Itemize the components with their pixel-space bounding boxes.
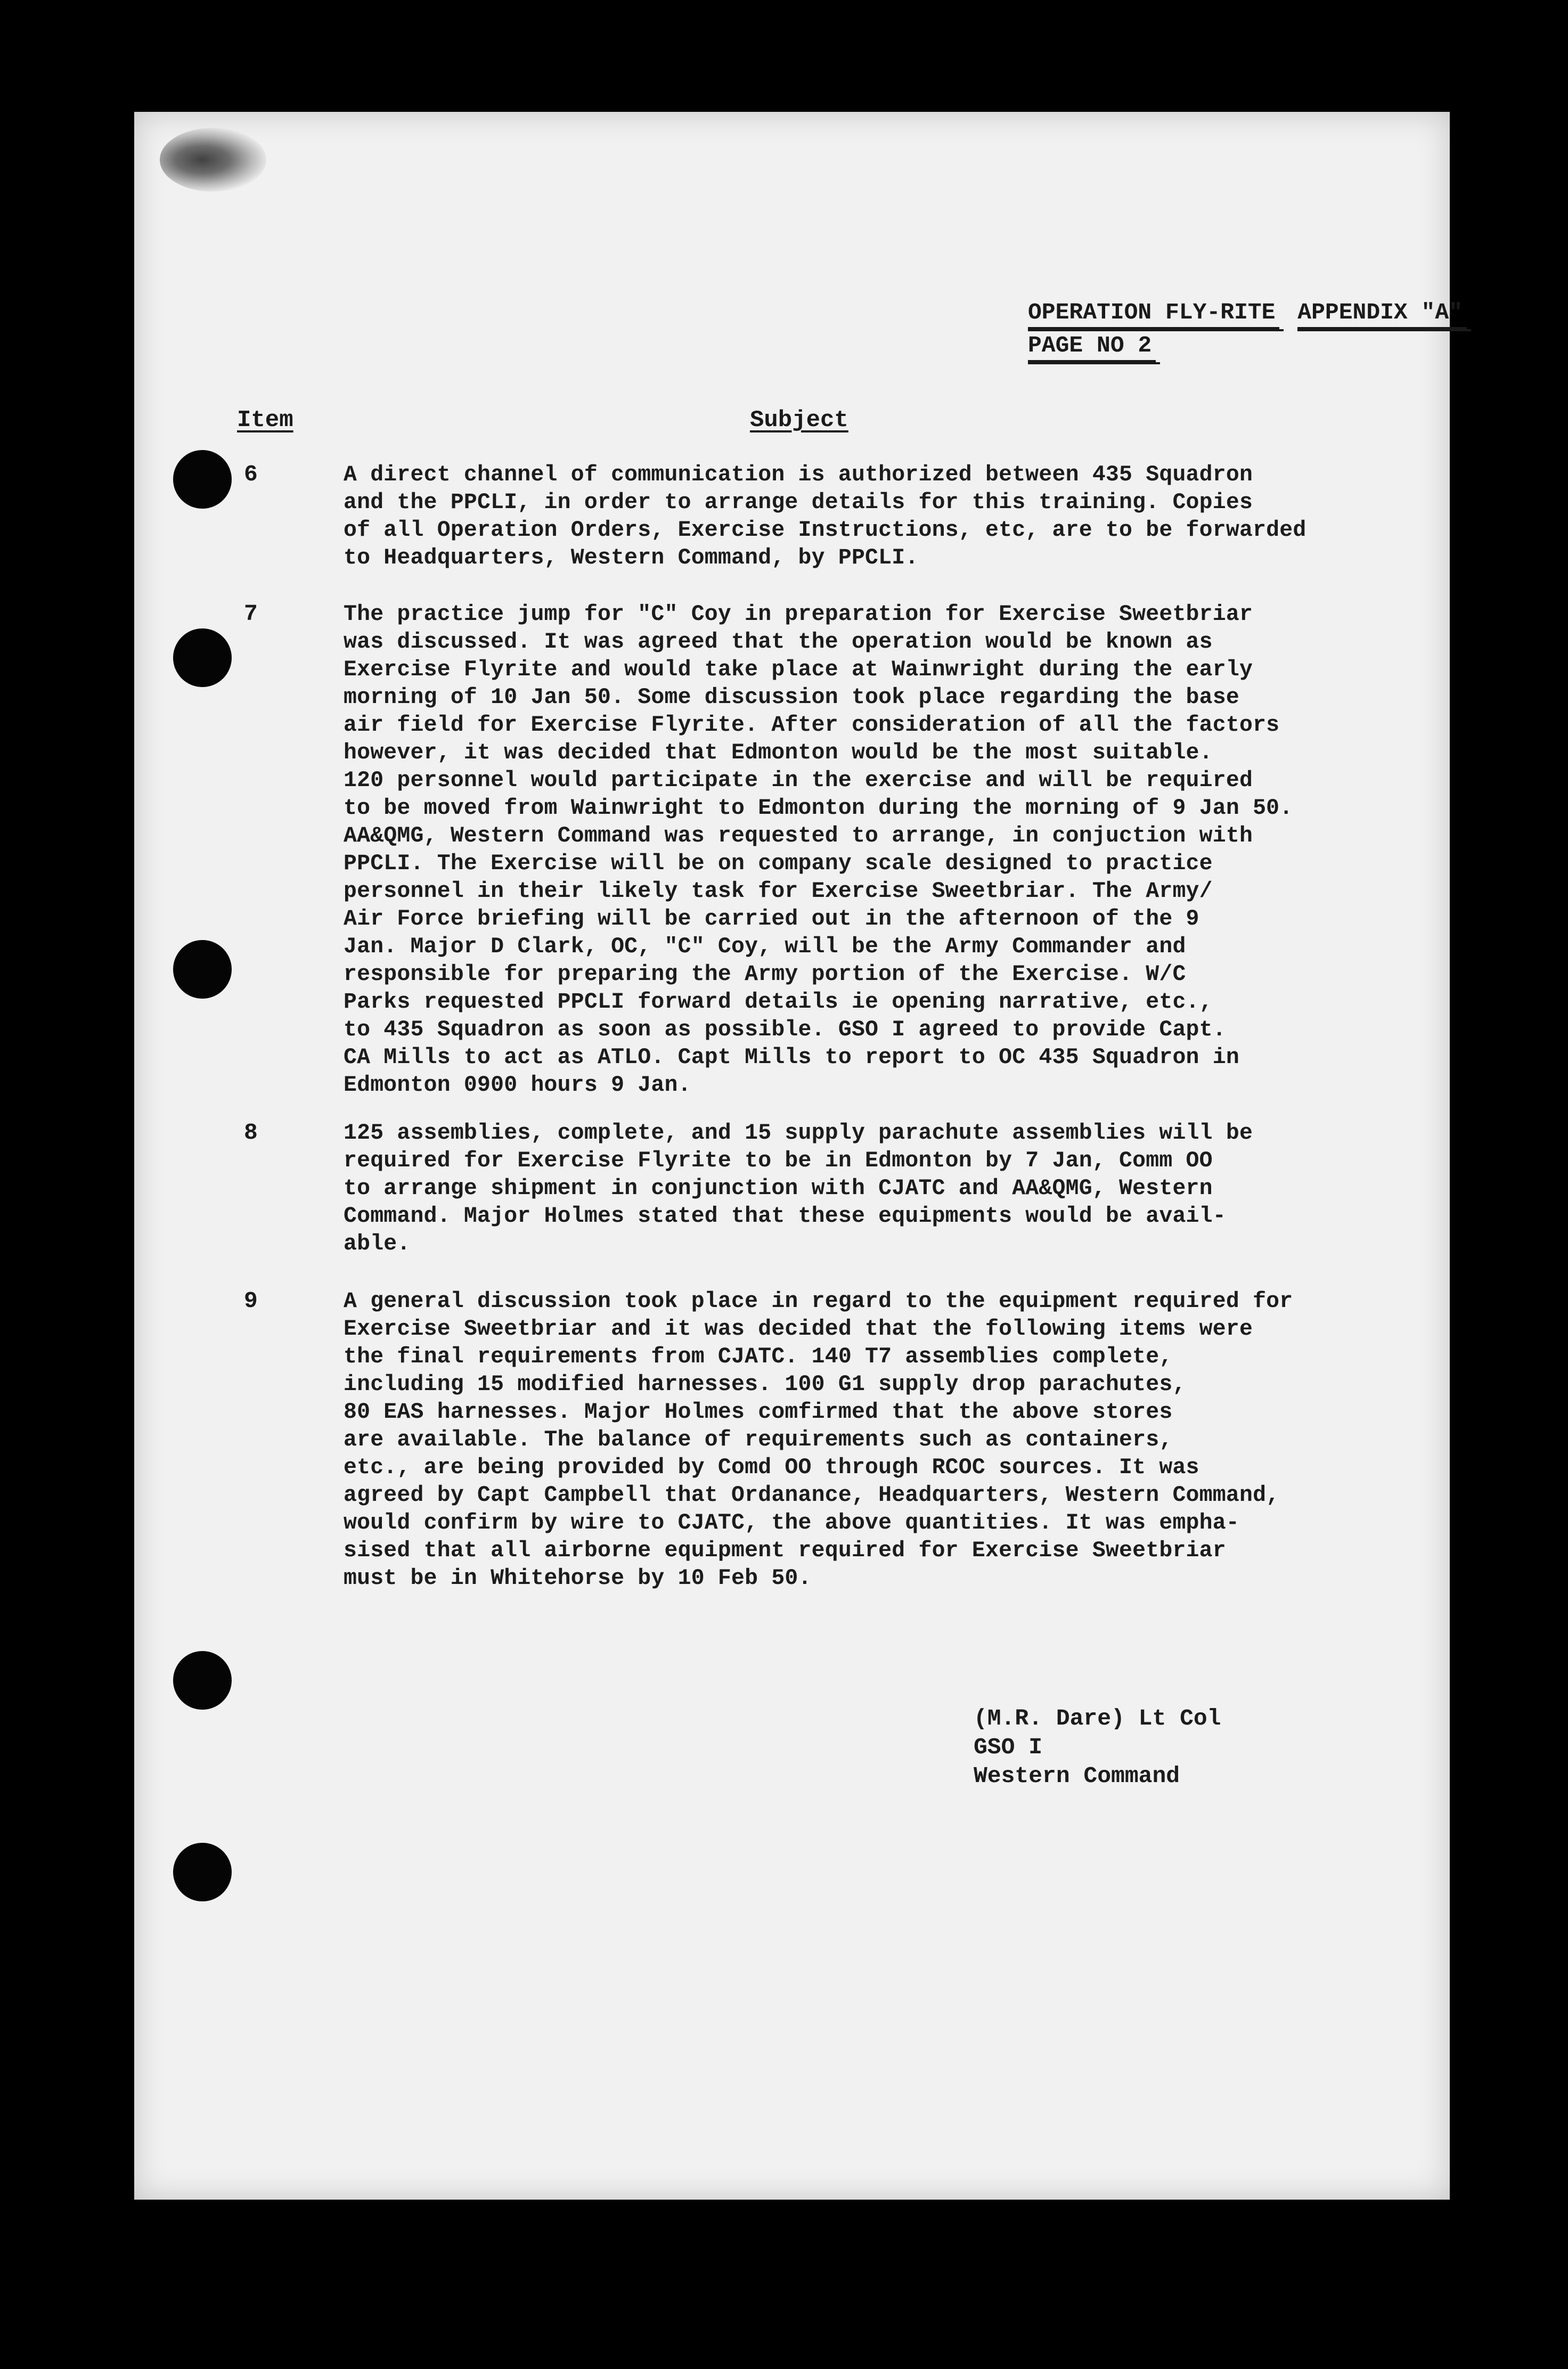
signatory-name: (M.R. Dare) Lt Col [974,1705,1221,1731]
punch-hole [173,450,232,509]
document-header [1028,298,1568,364]
punch-hole [173,1651,232,1710]
item-column-heading: Item [237,407,293,434]
signature-block [974,1704,1221,1791]
signatory-unit: Western Command [974,1763,1180,1789]
ink-smudge [160,128,266,192]
item-text: A direct channel of communication is authorized between 435 Squadron and the PPCLI, in order to arrange details for this training. Copies of all Operation Orders, Exercise Instructions, etc, are to be forwarded to Headquarters, Western Command, by PPCLI. [344,462,1306,570]
appendix-label: APPENDIX "A" [1297,298,1467,329]
operation-title: OPERATION FLY-RITE [1028,298,1279,329]
punch-hole [173,940,232,999]
punch-hole [173,628,232,687]
item-text: A general discussion took place in regard to the equipment required for Exercise Sweetbriar and it was decided that the following items were the final requirements from CJATC. 140 T7 assemblies complete, including 15 modified harnesses. 100 G1 supply drop parachutes, 80 EAS harnesses. Major Holmes comfirmed that the above stores are available. The balance of requirements such as containers, etc., are being provided by Comd OO through RCOC sources. It was agreed by Capt Campbell that Ordanance, Headquarters, Western Command, would confirm by wire to CJATC, the above quantities. It was empha- sised that all airborne equipment required for Exercise Sweetbriar must be in Whitehorse by 10 Feb 50. [344,1289,1293,1591]
signatory-title: GSO I [974,1734,1043,1760]
item-text: The practice jump for "C" Coy in preparation for Exercise Sweetbriar was discussed. It was agreed that the operation would be known as Exercise Flyrite and would take place at Wainwright during the early morning of 10 Jan 50. Some discussion took place regarding the base air field for Exercise Flyrite. After consideration of all the factors however, it was decided that Edmonton would be the most suitable. 120 personnel would participate in the exercise and will be required to be moved from Wainwright to Edmonton during the morning of 9 Jan 50. AA&QMG, Western Command was requested to arrange, in conjuction with PPCLI. The Exercise will be on company scale designed to practice personnel in their likely task for Exercise Sweetbriar. The Army/ Air Force briefing will be carried out in the afternoon of the 9 Jan. Major D Clark, OC, "C" Coy, will be the Army Commander and responsible for preparing the Army portion of the Exercise. W/C Parks requested PPCLI forward details ie opening narrative, etc., to 435 Squadron as soon as possible. GSO I agreed to provide Capt. CA Mills to act as ATLO. Capt Mills to report to OC 435 Squadron in Edmonton 0900 hours 9 Jan. [344,602,1293,1098]
item-number: 8 [244,1120,258,1146]
punch-hole [173,1843,232,1901]
item-text: 125 assemblies, complete, and 15 supply parachute assemblies will be required for Exercise Flyrite to be in Edmonton by 7 Jan, Comm OO to arrange shipment in conjunction with CJATC and AA&QMG, Western Command. Major Holmes stated that these equipments would be avail- able. [344,1121,1253,1256]
item-number: 6 [244,461,258,487]
item-number: 9 [244,1288,258,1314]
subject-column-heading: Subject [750,407,848,434]
page-number: PAGE NO 2 [1028,331,1156,362]
item-number: 7 [244,601,258,627]
